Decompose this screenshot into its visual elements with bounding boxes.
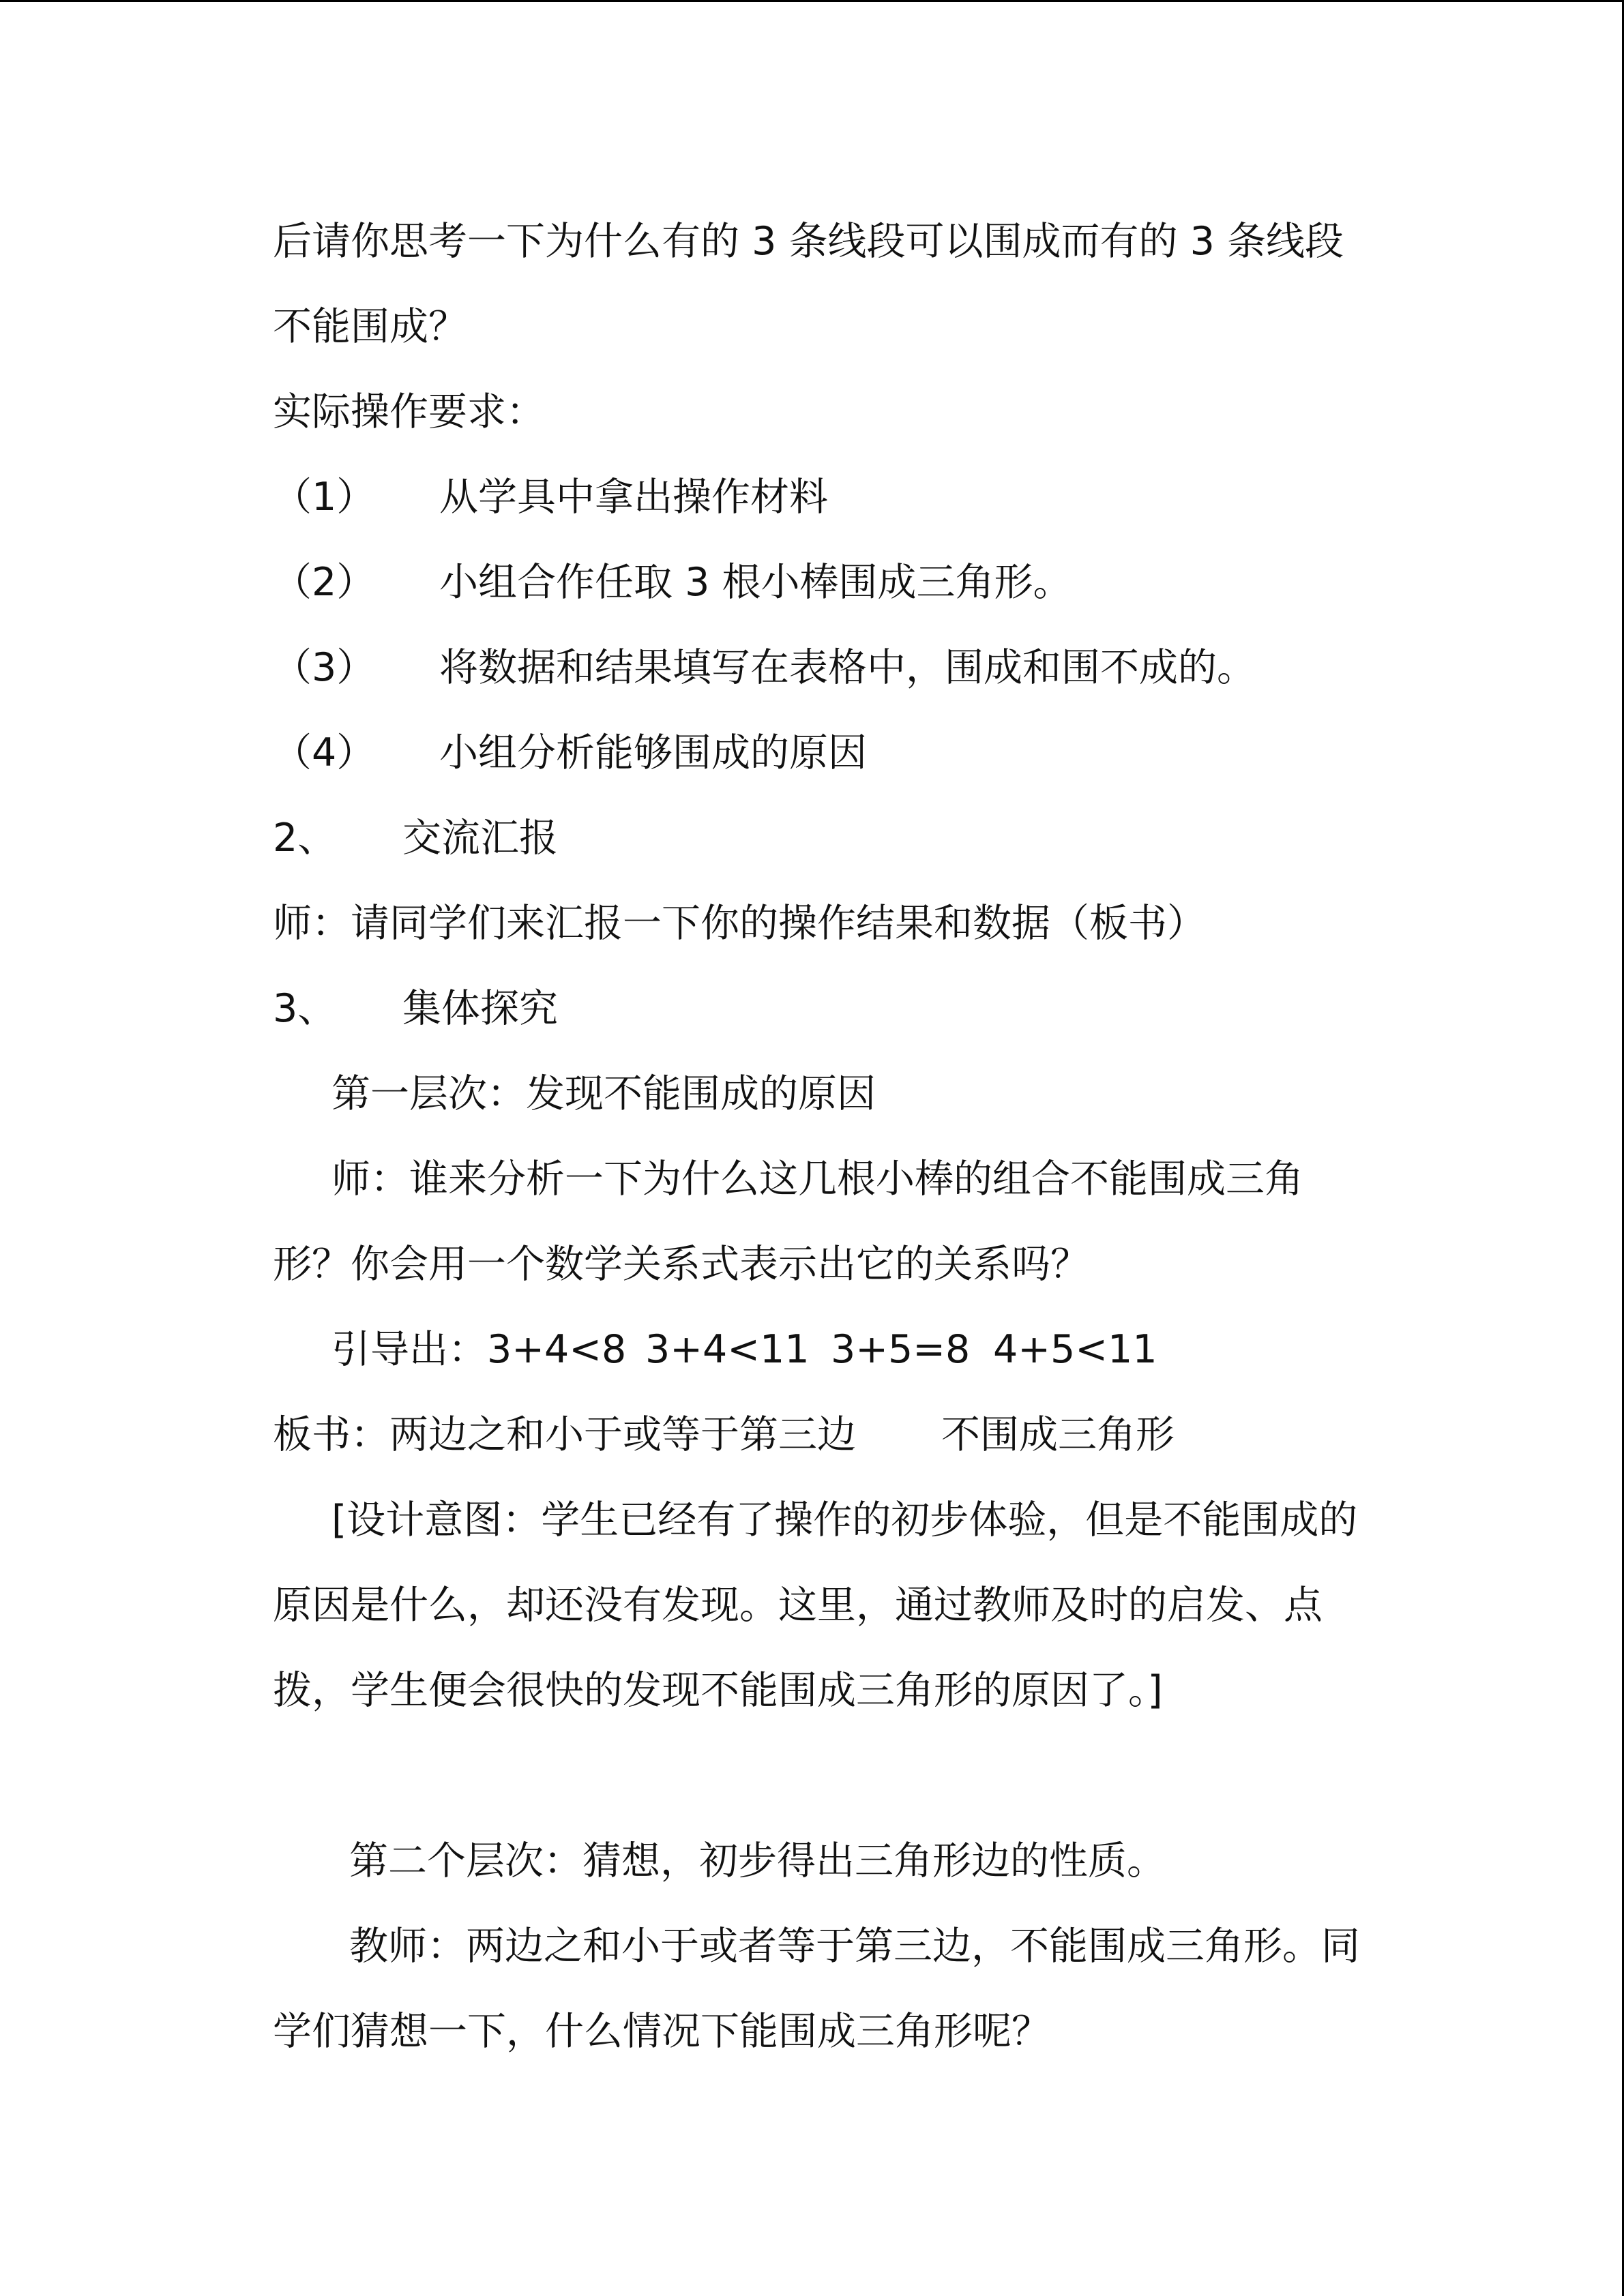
teacher-question-1-line-1: 师：谁来分析一下为什么这几根小棒的组合不能围成三角 — [331, 1157, 1303, 1202]
paragraph-line-2: 不能围成？ — [273, 304, 467, 349]
teacher-question-1-line-2: 形？你会用一个数学关系式表示出它的关系吗？ — [273, 1242, 1089, 1287]
step-2-number: （2） — [273, 560, 376, 605]
design-intent-line-1: [设计意图：学生已经有了操作的初步体验，但是不能围成的 — [331, 1497, 1358, 1542]
operation-requirements-heading: 实际操作要求： — [273, 389, 545, 434]
step-1-number: （1） — [273, 475, 376, 520]
step-3-text: 将数据和结果填写在表格中，围成和围不成的。 — [439, 645, 1256, 690]
teacher-question-2-line-1: 教师：两边之和小于或者等于第三边，不能围成三角形。同 — [349, 1924, 1360, 1969]
teacher-question-2-line-2: 学们猜想一下，什么情况下能围成三角形呢？ — [273, 2009, 1050, 2054]
formula-1: 3+4<11 — [645, 1327, 810, 1372]
step-1-text: 从学具中拿出操作材料 — [439, 475, 828, 520]
board-writing-right: 不围成三角形 — [941, 1412, 1175, 1457]
section-3-number: 3、 — [273, 986, 337, 1031]
paragraph-line-1: 后请你思考一下为什么有的 3 条线段可以围成而有的 3 条线段 — [273, 219, 1344, 264]
step-3-number: （3） — [273, 645, 376, 690]
guide-label: 引导出：3+4<8 — [331, 1327, 627, 1372]
board-writing-left: 板书：两边之和小于或等于第三边 — [273, 1412, 856, 1457]
formula-3: 4+5<11 — [993, 1327, 1157, 1372]
design-intent-line-2: 原因是什么，却还没有发现。这里，通过教师及时的启发、点 — [273, 1583, 1323, 1628]
section-3-title: 集体探究 — [402, 986, 558, 1031]
level-1-heading: 第一层次：发现不能围成的原因 — [331, 1071, 876, 1116]
step-4-number: （4） — [273, 730, 376, 775]
level-2-heading: 第二个层次：猜想，初步得出三角形边的性质。 — [349, 1838, 1166, 1883]
page-top-border — [0, 0, 1624, 2]
teacher-report-line: 师：请同学们来汇报一下你的操作结果和数据（板书） — [273, 901, 1206, 946]
step-2-text: 小组合作任取 3 根小棒围成三角形。 — [439, 560, 1072, 605]
section-2-title: 交流汇报 — [402, 816, 558, 861]
step-4-text: 小组分析能够围成的原因 — [439, 730, 867, 775]
design-intent-line-3: 拨，学生便会很快的发现不能围成三角形的原因了。] — [273, 1668, 1163, 1713]
formula-2: 3+5=8 — [831, 1327, 971, 1372]
section-2-number: 2、 — [273, 816, 337, 861]
